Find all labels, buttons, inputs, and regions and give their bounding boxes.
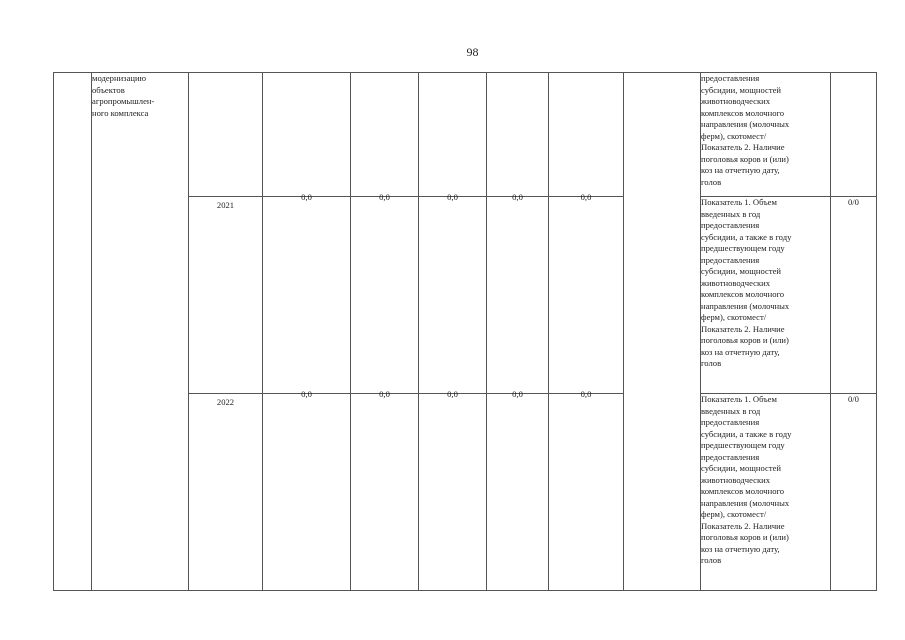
subsidy-table: [53, 72, 877, 591]
value-cell: 0,0: [549, 197, 624, 394]
value-cell: 0,0: [263, 197, 351, 394]
result-cell: [831, 73, 877, 197]
measure-name: модернизацию объектов агропромышлен- ного комплекса: [92, 73, 155, 118]
index-cell: [54, 73, 92, 591]
measure-name-cell: [92, 73, 189, 591]
value-cell: 0,0: [419, 394, 487, 591]
result-cell: 0/0: [831, 197, 877, 394]
page-number: 98: [466, 45, 479, 59]
indicator-cell: [701, 73, 831, 197]
blank-merged-cell: [624, 73, 701, 591]
value-cell: [419, 73, 487, 197]
year-cell: 2021: [189, 197, 263, 394]
value-cell: 0,0: [549, 394, 624, 591]
year-cell: [189, 73, 263, 197]
value-cell: [487, 73, 549, 197]
indicator-cell: [701, 197, 831, 394]
table-row-continuation: [54, 73, 877, 197]
value-cell: 0,0: [419, 197, 487, 394]
indicator-text: предоставления субсидии, мощностей животноводческих комплексов молочного направления (молочных ферм), скотомест/ Показатель 2. Наличие поголовья коров и (или) коз на отчетную дату, голов: [701, 73, 790, 187]
value-cell: [351, 73, 419, 197]
value-cell: 0,0: [487, 394, 549, 591]
value-cell: 0,0: [487, 197, 549, 394]
indicator-text: Показатель 1. Объем введенных в год предоставления субсидии, а также в году предшествующем году предоставления субсидии, мощностей животноводческих комплексов молочного направления (молочных ферм), скотомест/ Показатель 2. Наличие поголовья коров и (или) коз на отчетную дату, голов: [701, 394, 792, 565]
value-cell: [263, 73, 351, 197]
value-cell: 0,0: [351, 197, 419, 394]
value-cell: 0,0: [351, 394, 419, 591]
indicator-cell: [701, 394, 831, 591]
year-cell: 2022: [189, 394, 263, 591]
indicator-text: Показатель 1. Объем введенных в год предоставления субсидии, а также в году предшествующем году предоставления субсидии, мощностей животноводческих комплексов молочного направления (молочных ферм), скотомест/ Показатель 2. Наличие поголовья коров и (или) коз на отчетную дату, голов: [701, 197, 792, 368]
result-cell: 0/0: [831, 394, 877, 591]
value-cell: 0,0: [263, 394, 351, 591]
value-cell: [549, 73, 624, 197]
